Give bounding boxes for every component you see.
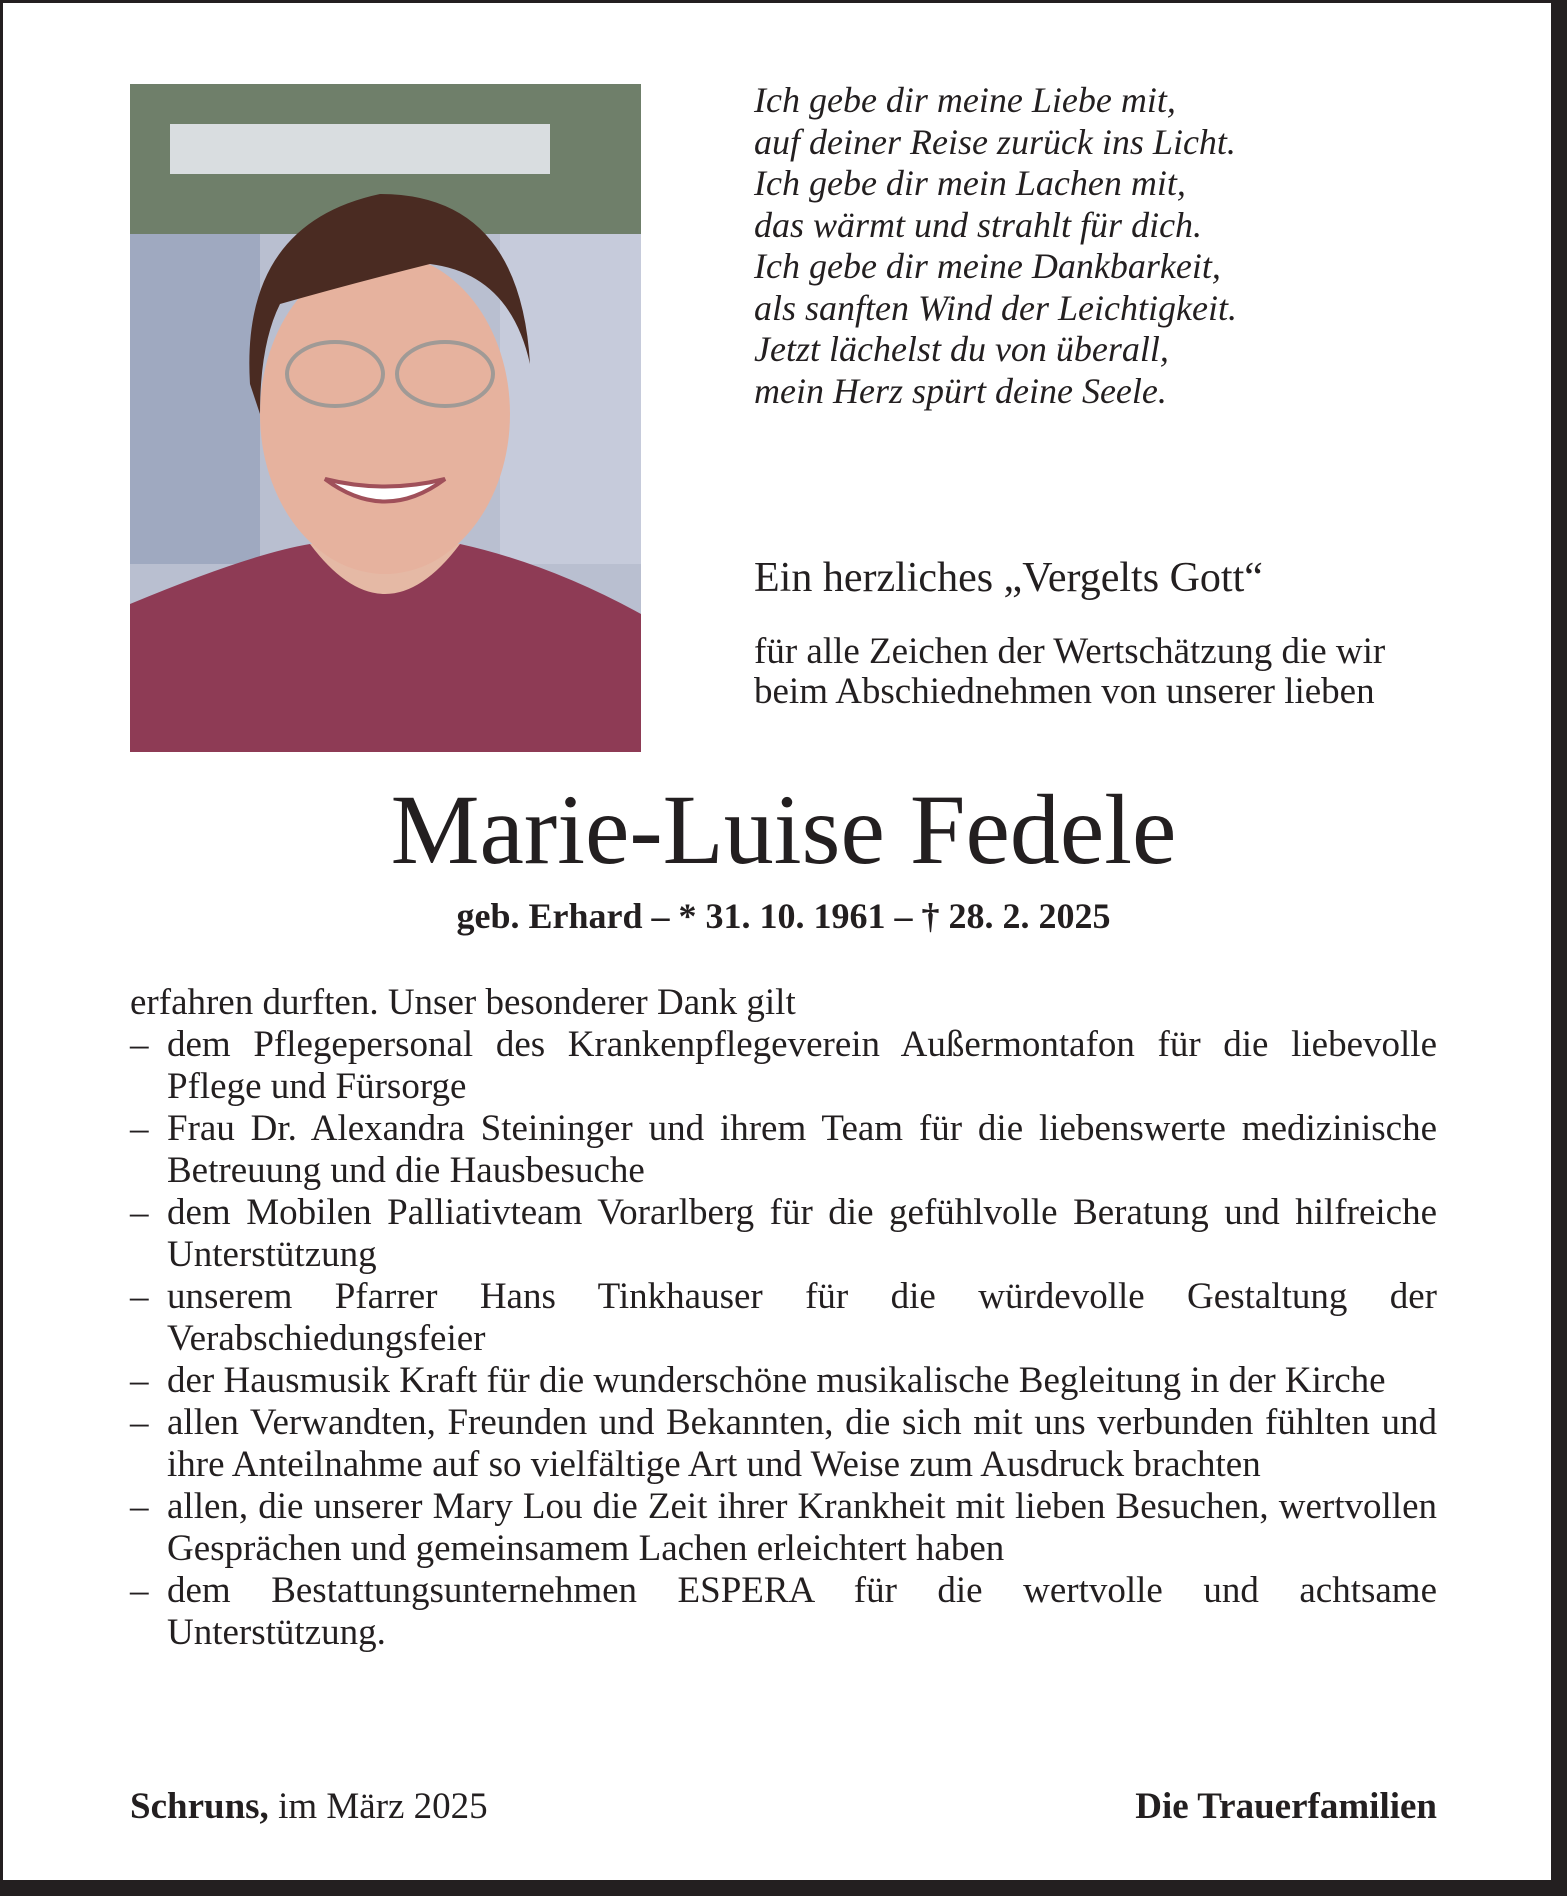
- poem-line: Ich gebe dir meine Liebe mit,: [754, 80, 1176, 120]
- poem-line: das wärmt und strahlt für dich.: [754, 204, 1203, 245]
- life-dates: geb. Erhard – * 31. 10. 1961 – † 28. 2. 2025: [456, 896, 1111, 936]
- date: im März 2025: [278, 1786, 488, 1827]
- dash: –: [130, 1024, 149, 1065]
- body-lead: erfahren durften. Unser besonderer Dank gilt: [130, 982, 796, 1023]
- list-item-text: unserem Pfarrer Hans Tinkhauser für die würdevolle Gestaltung der Verabschiedungsfeier: [167, 1276, 1437, 1359]
- list-item: [130, 1108, 1437, 1192]
- list-item: [130, 1360, 1437, 1402]
- portrait-photo: [130, 84, 641, 752]
- dash: –: [130, 1360, 149, 1401]
- dash: –: [130, 1276, 149, 1317]
- footer: [130, 1785, 1437, 1828]
- deceased-name: Marie-Luise Fedele: [390, 774, 1177, 885]
- list-item: [130, 1570, 1437, 1654]
- list-item: [130, 1276, 1437, 1360]
- list-item: [130, 1402, 1437, 1486]
- dash: –: [130, 1192, 149, 1233]
- list-item: [130, 1192, 1437, 1276]
- list-item: [130, 1024, 1437, 1108]
- poem-line: Ich gebe dir mein Lachen mit,: [754, 163, 1186, 203]
- place-date: [130, 1785, 488, 1828]
- intro-text: für alle Zeichen der Wertschätzung die wir beim Abschiednehmen von unserer lieben: [754, 631, 1386, 712]
- thanks-list: [130, 1024, 1437, 1654]
- poem: [754, 80, 1237, 412]
- poem-line: Ich gebe dir meine Dankbarkeit,: [754, 246, 1221, 286]
- poem-line: Jetzt lächelst du von überall,: [754, 329, 1169, 369]
- poem-line: auf deiner Reise zurück ins Licht.: [754, 121, 1236, 162]
- list-item-text: dem Pflegepersonal des Krankenpflegeverein Außermontafon für die liebevolle Pflege und Fürsorge: [167, 1024, 1437, 1107]
- signature: Die Trauerfamilien: [1135, 1786, 1437, 1827]
- list-item-text: allen, die unserer Mary Lou die Zeit ihrer Krankheit mit lieben Besuchen, wertvollen Gesprächen und gemeinsamem Lachen erleichtert haben: [167, 1486, 1437, 1569]
- dash: –: [130, 1570, 149, 1611]
- dash: –: [130, 1402, 149, 1443]
- list-item-text: dem Mobilen Palliativteam Vorarlberg für die gefühlvolle Beratung und hilfreiche Unterstützung: [167, 1192, 1437, 1275]
- list-item-text: dem Bestattungsunternehmen ESPERA für die wertvolle und achtsame Unterstützung.: [167, 1570, 1437, 1653]
- list-item-text: allen Verwandten, Freunden und Bekannten, die sich mit uns verbunden fühlten und ihre Anteilnahme auf so vielfältige Art und Weise zum Ausdruck brachten: [167, 1402, 1437, 1485]
- list-item-text: der Hausmusik Kraft für die wunderschöne musikalische Begleitung in der Kirche: [167, 1360, 1386, 1401]
- poem-line: als sanften Wind der Leichtigkeit.: [754, 287, 1237, 328]
- list-item: [130, 1486, 1437, 1570]
- dash: –: [130, 1486, 149, 1527]
- place: Schruns,: [130, 1786, 269, 1827]
- poem-line: mein Herz spürt deine Seele.: [754, 370, 1167, 411]
- thanks-heading: Ein herzliches „Vergelts Gott“: [754, 555, 1263, 601]
- dash: –: [130, 1108, 149, 1149]
- thanks-body: [130, 982, 1437, 1654]
- list-item-text: Frau Dr. Alexandra Steininger und ihrem Team für die liebenswerte medizinische Betreuung und die Hausbesuche: [167, 1108, 1437, 1191]
